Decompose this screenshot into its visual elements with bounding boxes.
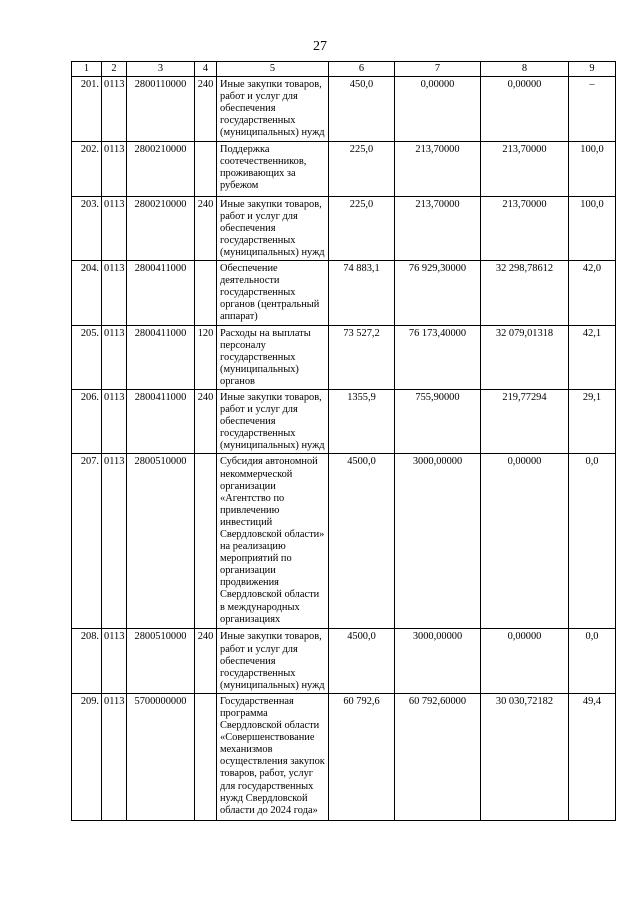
row-number: 201.	[72, 77, 102, 141]
section-code: 0113	[102, 196, 127, 260]
target-article-code: 2800210000	[127, 141, 195, 196]
executed-amount: 0,00000	[481, 629, 569, 693]
executed-amount: 0,00000	[481, 454, 569, 629]
item-name: Субсидия автономной некоммерческой организации «Агентство по привлечению инвестиций Свердловской области» на реализацию мероприятий по организации продвижения Свердловской области в международных организациях	[217, 454, 329, 629]
executed-amount: 219,77294	[481, 389, 569, 453]
expense-type-code	[195, 693, 217, 820]
target-article-code: 2800110000	[127, 77, 195, 141]
column-header: 3	[127, 62, 195, 77]
budget-table	[71, 61, 616, 821]
execution-percent: 42,1	[569, 325, 616, 389]
target-article-code: 2800510000	[127, 454, 195, 629]
column-header: 8	[481, 62, 569, 77]
executed-amount: 213,70000	[481, 196, 569, 260]
planned-amount: 225,0	[329, 196, 395, 260]
revised-amount: 3000,00000	[395, 454, 481, 629]
planned-amount: 4500,0	[329, 629, 395, 693]
table-row	[72, 77, 616, 141]
expense-type-code: 240	[195, 77, 217, 141]
planned-amount: 60 792,6	[329, 693, 395, 820]
expense-type-code: 240	[195, 196, 217, 260]
table-row	[72, 454, 616, 629]
item-name: Расходы на выплаты персоналу государственных (муниципальных) органов	[217, 325, 329, 389]
executed-amount: 213,70000	[481, 141, 569, 196]
revised-amount: 213,70000	[395, 196, 481, 260]
section-code: 0113	[102, 77, 127, 141]
column-header: 6	[329, 62, 395, 77]
column-header: 9	[569, 62, 616, 77]
page-number: 27	[313, 39, 327, 54]
table-row	[72, 196, 616, 260]
table-row	[72, 261, 616, 325]
expense-type-code	[195, 454, 217, 629]
target-article-code: 2800510000	[127, 629, 195, 693]
planned-amount: 225,0	[329, 141, 395, 196]
target-article-code: 5700000000	[127, 693, 195, 820]
expense-type-code: 240	[195, 389, 217, 453]
execution-percent: 100,0	[569, 196, 616, 260]
expense-type-code	[195, 141, 217, 196]
item-name: Иные закупки товаров, работ и услуг для обеспечения государственных (муниципальных) нужд	[217, 196, 329, 260]
section-code: 0113	[102, 454, 127, 629]
target-article-code: 2800411000	[127, 389, 195, 453]
expense-type-code	[195, 261, 217, 325]
column-header: 4	[195, 62, 217, 77]
item-name: Поддержка соотечественников, проживающих за рубежом	[217, 141, 329, 196]
section-code: 0113	[102, 693, 127, 820]
revised-amount: 755,90000	[395, 389, 481, 453]
executed-amount: 0,00000	[481, 77, 569, 141]
column-header: 7	[395, 62, 481, 77]
target-article-code: 2800411000	[127, 325, 195, 389]
planned-amount: 73 527,2	[329, 325, 395, 389]
row-number: 208.	[72, 629, 102, 693]
row-number: 204.	[72, 261, 102, 325]
planned-amount: 450,0	[329, 77, 395, 141]
execution-percent: 0,0	[569, 629, 616, 693]
table-row	[72, 141, 616, 196]
row-number: 202.	[72, 141, 102, 196]
executed-amount: 32 298,78612	[481, 261, 569, 325]
planned-amount: 4500,0	[329, 454, 395, 629]
section-code: 0113	[102, 261, 127, 325]
planned-amount: 74 883,1	[329, 261, 395, 325]
revised-amount: 0,00000	[395, 77, 481, 141]
execution-percent: 0,0	[569, 454, 616, 629]
revised-amount: 3000,00000	[395, 629, 481, 693]
table-row	[72, 325, 616, 389]
revised-amount: 76 173,40000	[395, 325, 481, 389]
row-number: 207.	[72, 454, 102, 629]
item-name: Иные закупки товаров, работ и услуг для обеспечения государственных (муниципальных) нужд	[217, 389, 329, 453]
table-row	[72, 629, 616, 693]
execution-percent: 29,1	[569, 389, 616, 453]
section-code: 0113	[102, 389, 127, 453]
expense-type-code: 120	[195, 325, 217, 389]
item-name: Государственная программа Свердловской области «Совершенствование механизмов осуществления закупок товаров, работ, услуг для государственных нужд Свердловской области до 2024 года»	[217, 693, 329, 820]
column-header: 1	[72, 62, 102, 77]
target-article-code: 2800210000	[127, 196, 195, 260]
section-code: 0113	[102, 325, 127, 389]
row-number: 206.	[72, 389, 102, 453]
table-header-row	[72, 62, 616, 77]
table-row	[72, 693, 616, 820]
execution-percent: 49,4	[569, 693, 616, 820]
executed-amount: 30 030,72182	[481, 693, 569, 820]
execution-percent: 100,0	[569, 141, 616, 196]
item-name: Иные закупки товаров, работ и услуг для обеспечения государственных (муниципальных) нужд	[217, 77, 329, 141]
revised-amount: 60 792,60000	[395, 693, 481, 820]
section-code: 0113	[102, 141, 127, 196]
planned-amount: 1355,9	[329, 389, 395, 453]
target-article-code: 2800411000	[127, 261, 195, 325]
revised-amount: 76 929,30000	[395, 261, 481, 325]
column-header: 5	[217, 62, 329, 77]
expense-type-code: 240	[195, 629, 217, 693]
execution-percent: –	[569, 77, 616, 141]
executed-amount: 32 079,01318	[481, 325, 569, 389]
row-number: 209.	[72, 693, 102, 820]
revised-amount: 213,70000	[395, 141, 481, 196]
item-name: Обеспечение деятельности государственных органов (центральный аппарат)	[217, 261, 329, 325]
section-code: 0113	[102, 629, 127, 693]
execution-percent: 42,0	[569, 261, 616, 325]
table-row	[72, 389, 616, 453]
row-number: 203.	[72, 196, 102, 260]
table-body	[72, 77, 616, 821]
item-name: Иные закупки товаров, работ и услуг для обеспечения государственных (муниципальных) нужд	[217, 629, 329, 693]
column-header: 2	[102, 62, 127, 77]
row-number: 205.	[72, 325, 102, 389]
